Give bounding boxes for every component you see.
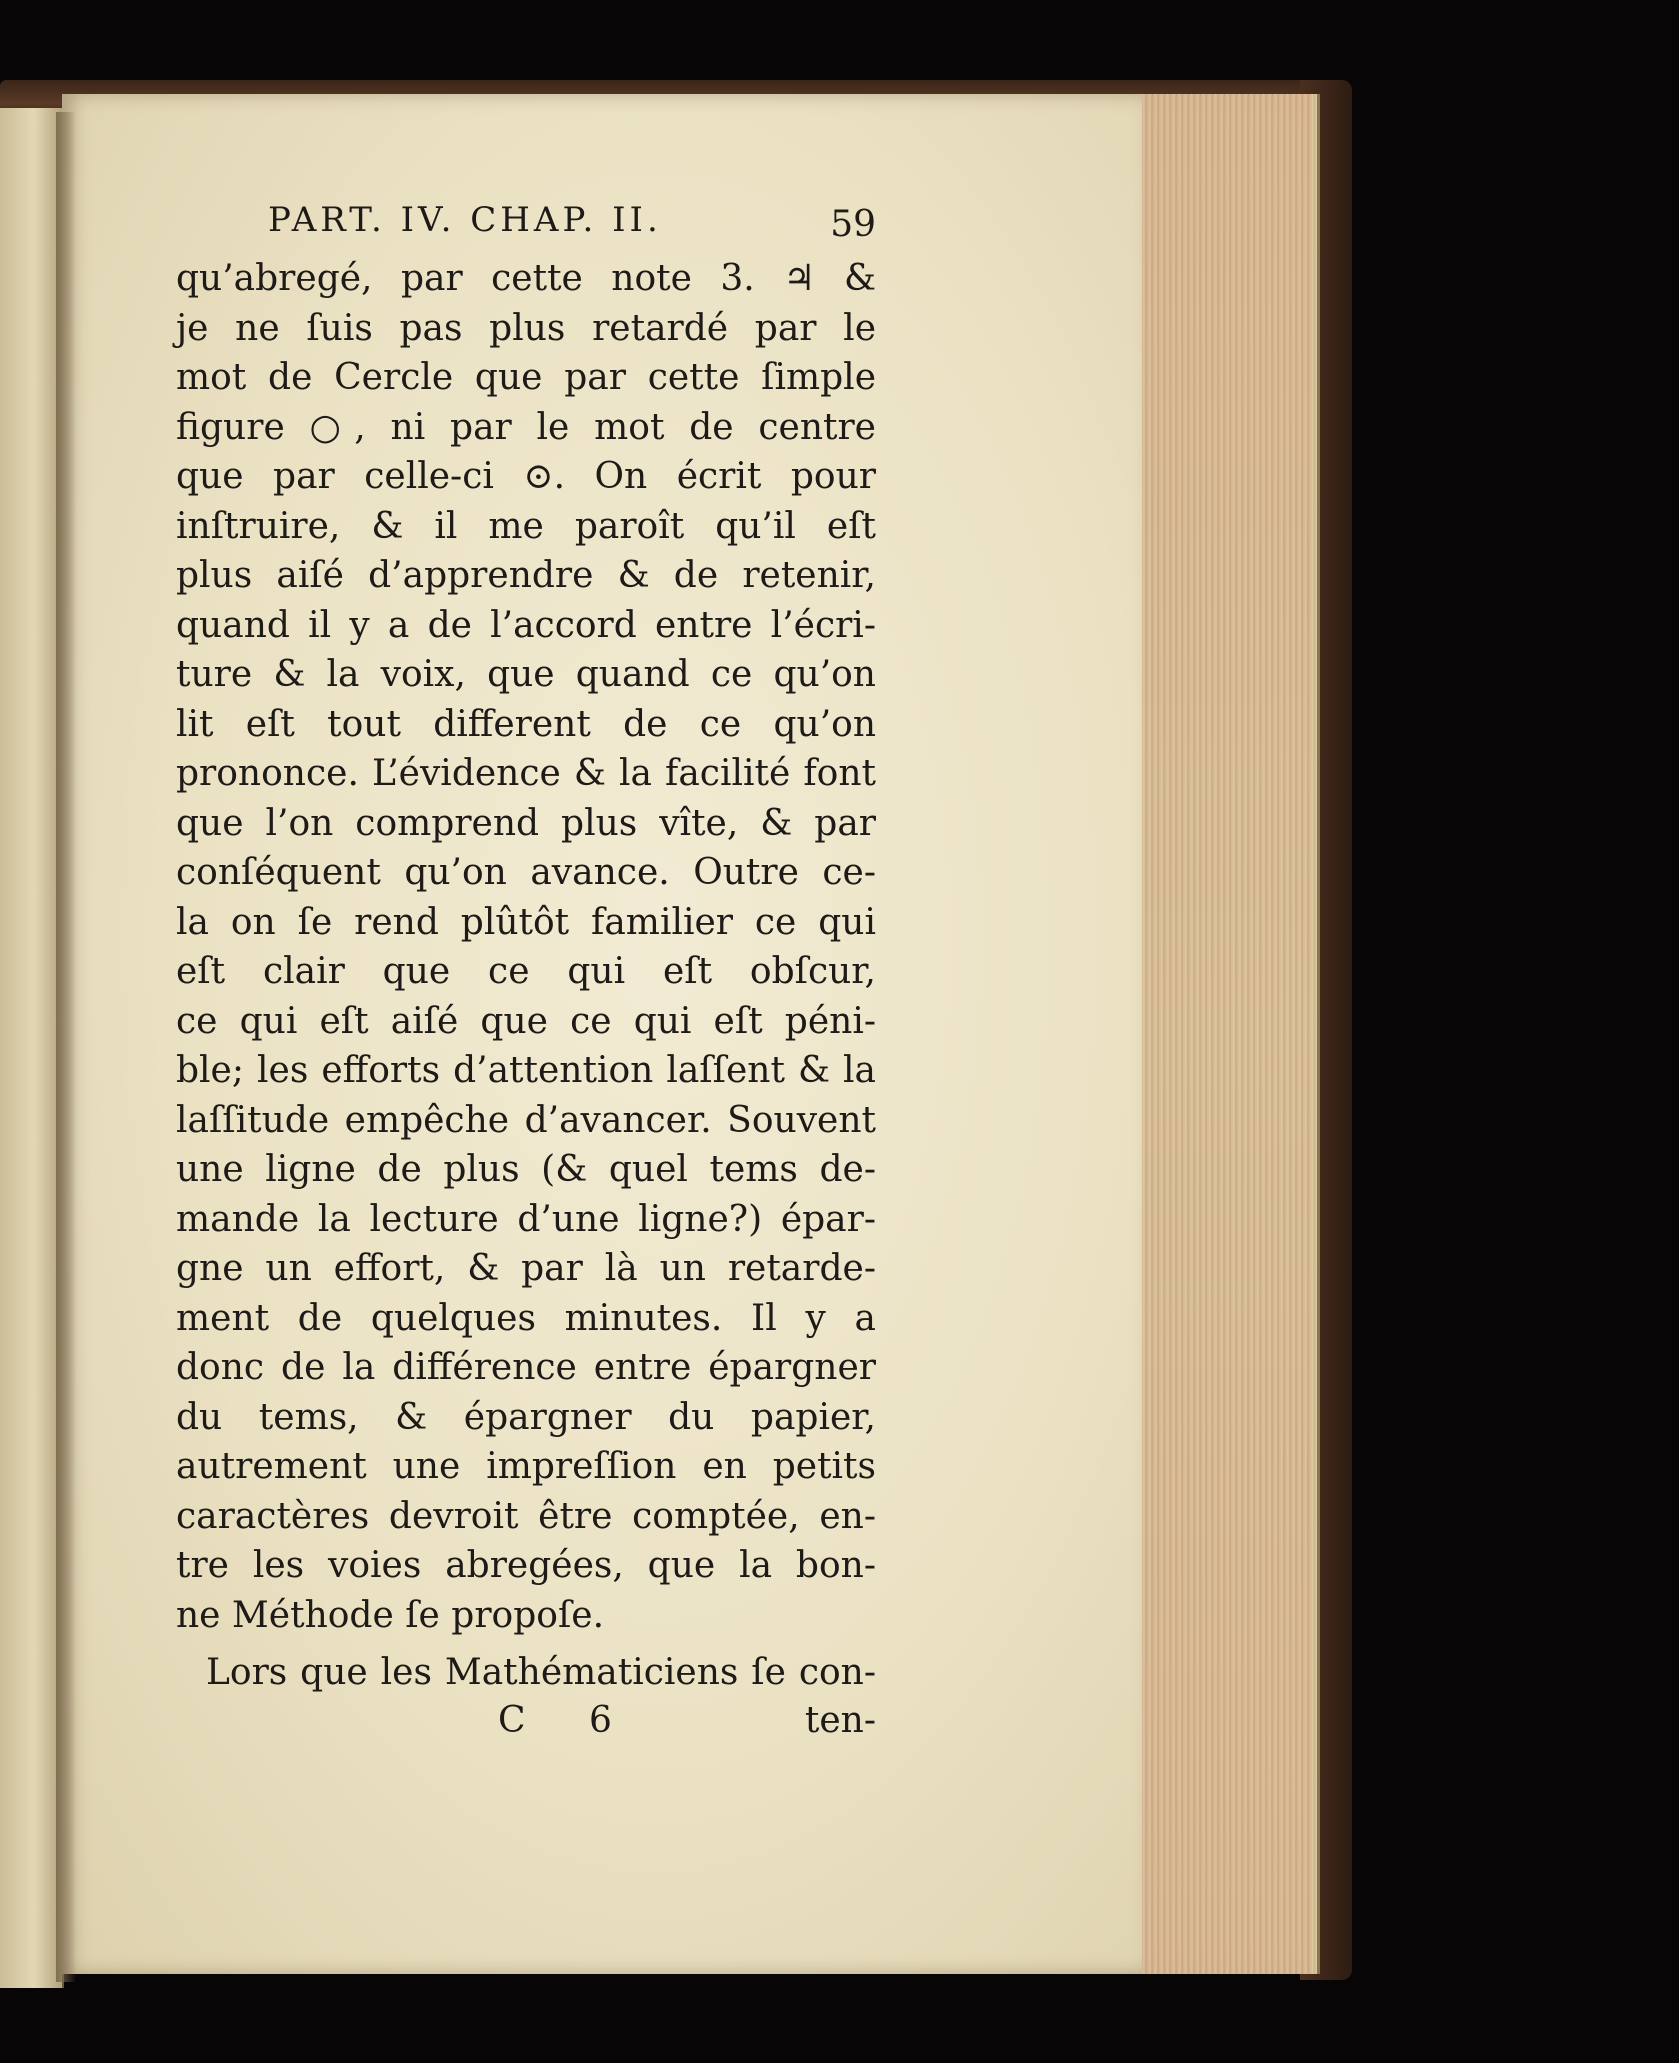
text-line: Lors que les Mathématiciens ſe con- [206,1652,876,1693]
catchword: ten- [804,1699,876,1741]
signature-mark: C 6 [498,1699,638,1741]
text-line: qu’abregé, par cette note 3. ♃ & [176,258,876,299]
text-line: ture & la voix, que quand ce qu’on [176,654,876,695]
text-line: ment de quelques minutes. Il y a [176,1297,876,1339]
red-edge-tint [1142,94,1312,1974]
gutter-shadow [56,112,76,1982]
text-line: autrement une impreſſion en petits [176,1446,876,1487]
page-number: 59 [830,204,876,245]
text-line: lit eſt tout different de ce qu’on [176,703,876,745]
text-line: tre les voies abregées, que la bon- [176,1545,876,1586]
text-line: je ne ſuis pas plus retardé par le [176,307,876,349]
left-page-edge [0,108,64,1988]
text-line: eſt clair que ce qui eſt obſcur, [176,951,876,992]
running-title: PART. IV. CHAP. II. [268,200,662,240]
text-line: figure ○, ni par le mot de centre [176,406,876,448]
text-line: mande la lecture d’une ligne?) épar- [176,1198,876,1240]
page-text-block [176,200,876,1750]
text-line: que par celle-ci ⊙. On écrit pour [176,456,876,497]
text-line: prononce. L’évidence & la facilité font [176,753,876,794]
text-line: une ligne de plus (& quel tems de- [176,1149,876,1190]
text-line: donc de la différence entre épargner [176,1347,876,1388]
text-line: inſtruire, & il me paroît qu’il eſt [176,505,876,547]
page-footer [176,1700,876,1750]
text-line: ble; les efforts d’attention laſſent & la [176,1050,876,1091]
text-line: gne un effort, & par là un retarde- [176,1248,876,1289]
text-line: mot de Cercle que par cette ſimple [176,357,876,398]
text-line: que l’on comprend plus vîte, & par [176,802,876,844]
text-line: du tems, & épargner du papier, [176,1396,876,1438]
text-line: caractères devroit être comptée, en- [176,1495,876,1537]
text-line: plus aiſé d’apprendre & de retenir, [176,555,876,596]
text-line: laſſitude empêche d’avancer. Souvent [176,1099,876,1141]
text-line: la on ſe rend plûtôt familier ce qui [176,901,876,943]
running-head [176,200,876,250]
text-line: ce qui eſt aiſé que ce qui eſt péni- [176,1000,876,1042]
text-line: ne Méthode ſe propoſe. [176,1594,605,1636]
text-line: quand il y a de l’accord entre l’écri- [176,604,876,646]
text-line: conſéquent qu’on avance. Outre ce- [176,852,876,893]
